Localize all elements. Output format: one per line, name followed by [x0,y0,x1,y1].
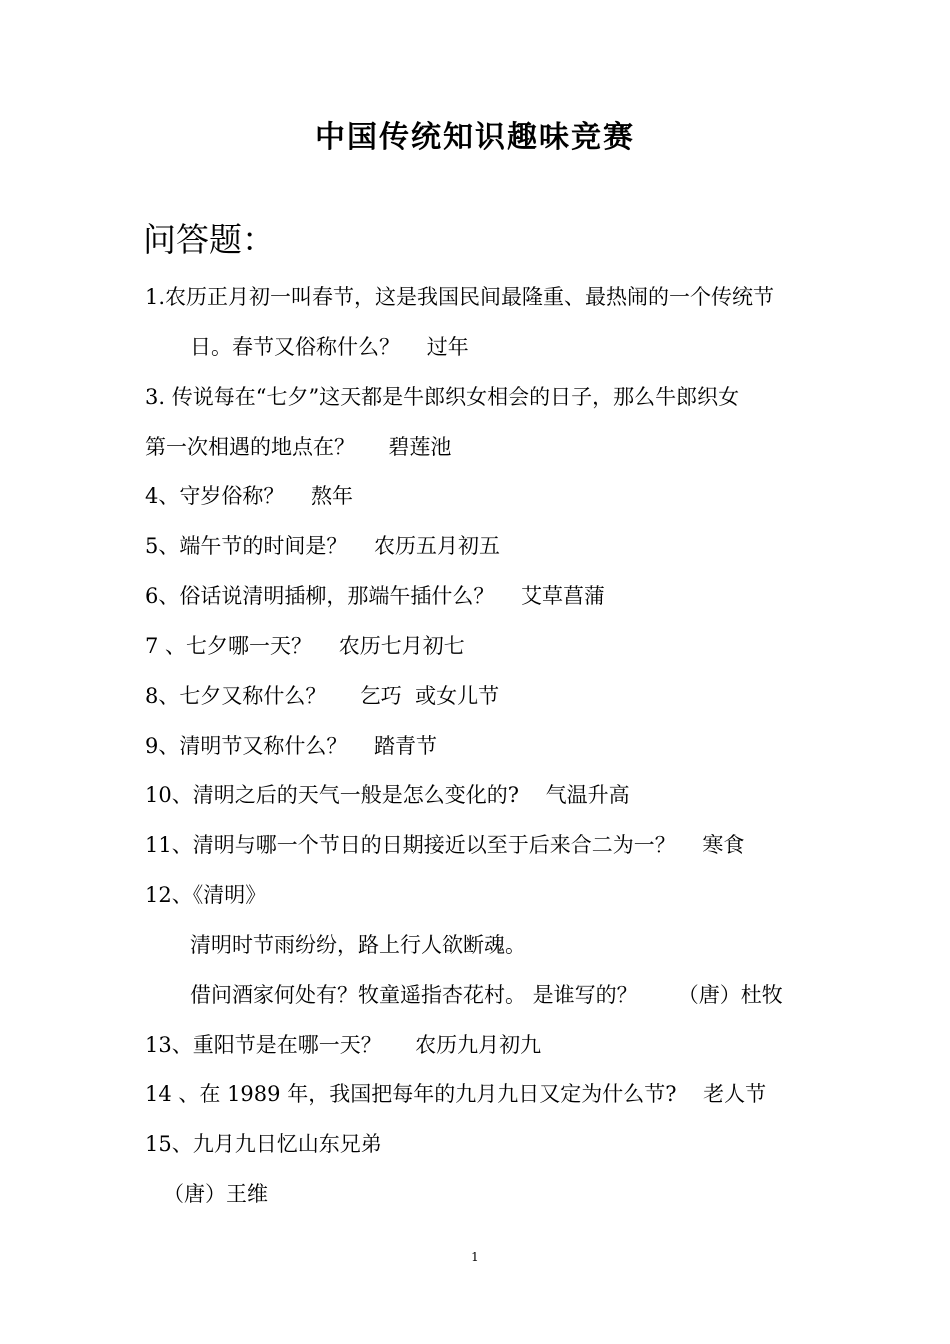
question-3-line-2: 第一次相遇的地点在？ 碧莲池 [145,435,452,459]
page-number: 1 [471,1250,479,1264]
question-10: 10、清明之后的天气一般是怎么变化的? 气温升高 [145,783,630,807]
question-1-line-2: 日。春节又俗称什么？ 过年 [190,335,469,359]
question-4: 4、守岁俗称？ 熬年 [145,484,354,508]
question-12-title: 12、《清明》 [145,883,267,907]
document-title: 中国传统知识趣味竞赛 [315,120,635,155]
question-7: 7 、七夕哪一天？ 农历七月初七 [145,634,465,658]
question-8: 8、七夕又称什么？ 乞巧 或女儿节 [145,684,500,708]
question-15-title: 15、九月九日忆山东兄弟 [145,1132,382,1156]
question-15-author: （唐）王维 [163,1182,268,1206]
question-13: 13、重阳节是在哪一天？ 农历九月初九 [145,1033,542,1057]
question-11: 11、清明与哪一个节日的日期接近以至于后来合二为一？ 寒食 [145,833,745,857]
question-1-line-1: 1.农历正月初一叫春节，这是我国民间最隆重、最热闹的一个传统节 [145,285,775,309]
section-heading: 问答题： [143,220,275,259]
question-6: 6、俗话说清明插柳，那端午插什么？ 艾草菖蒲 [145,584,606,608]
poem-line-2: 借问酒家何处有？牧童遥指杏花村。 是谁写的？ （唐）杜牧 [190,983,783,1007]
poem-line-1: 清明时节雨纷纷，路上行人欲断魂。 [190,933,526,957]
question-3-line-1: 3. 传说每在“七夕”这天都是牛郎织女相会的日子，那么牛郎织女 [145,385,740,409]
question-5: 5、端午节的时间是？ 农历五月初五 [145,534,501,558]
question-14: 14 、在 1989 年，我国把每年的九月九日又定为什么节? 老人节 [145,1082,767,1106]
question-9: 9、清明节又称什么？ 踏青节 [145,734,438,758]
